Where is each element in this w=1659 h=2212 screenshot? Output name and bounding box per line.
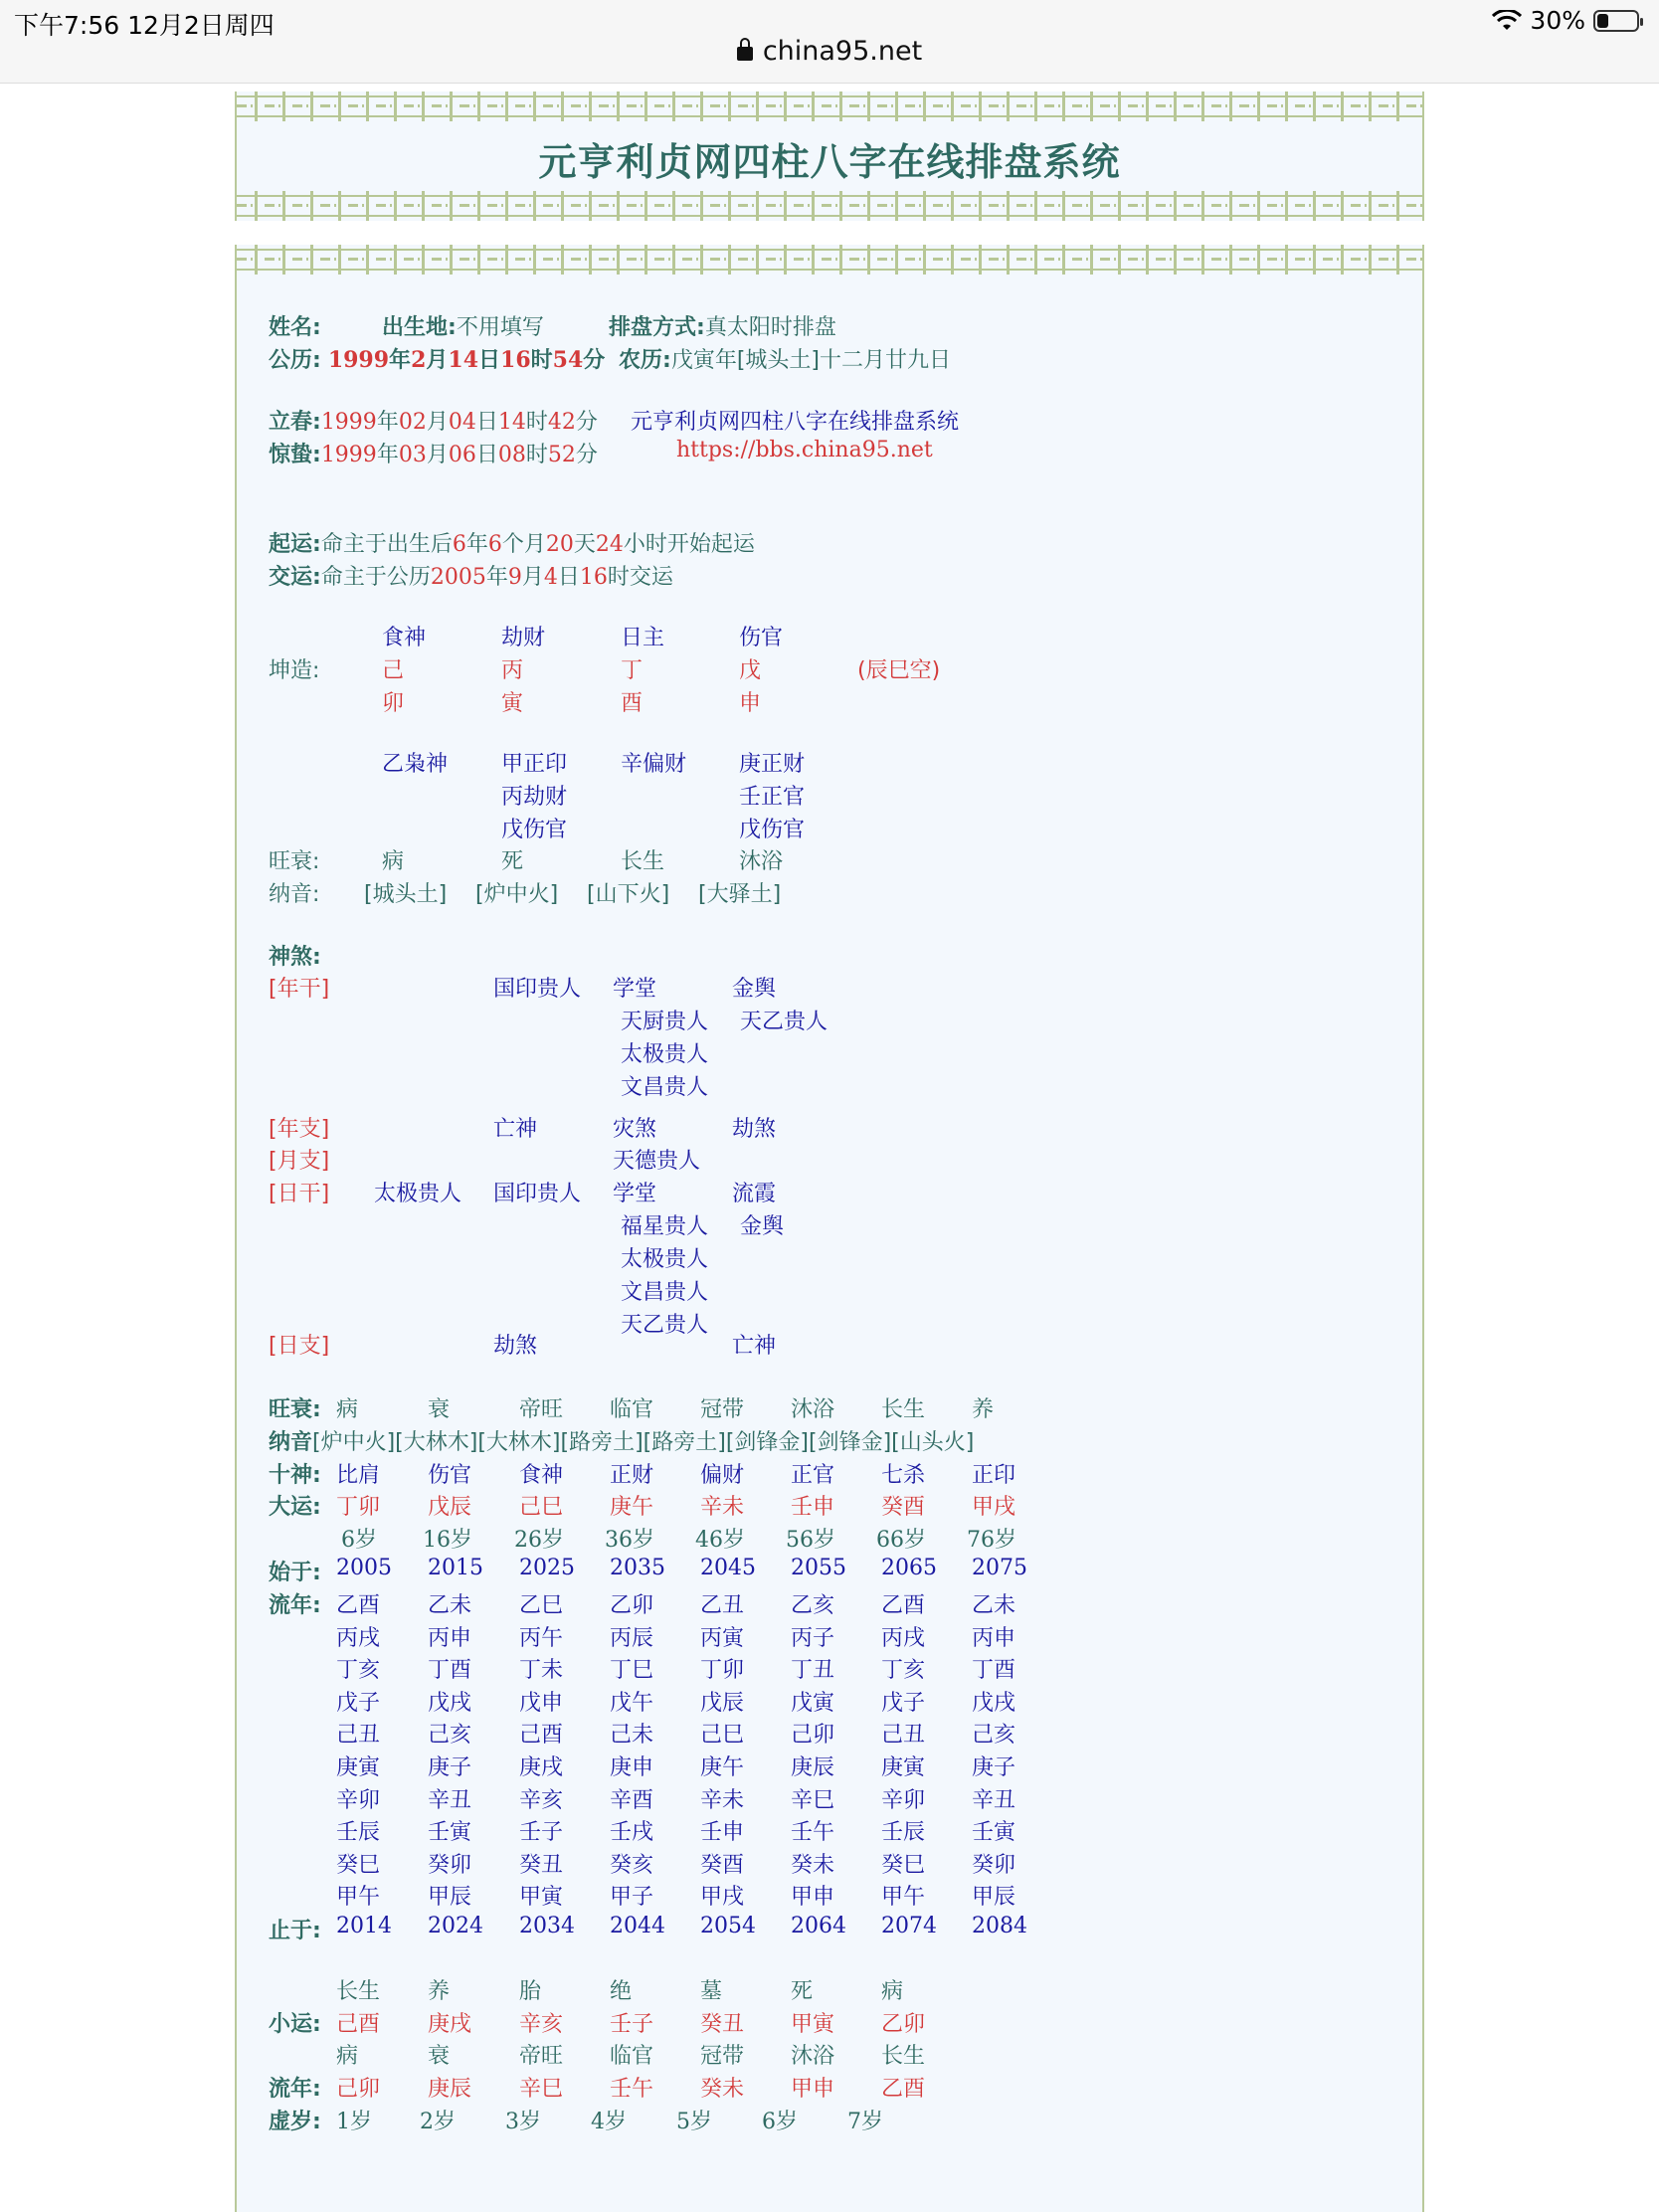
pillar-wangshuai: 长生	[621, 849, 665, 874]
liunian-pillar: 丁酉	[972, 1658, 1016, 1684]
dayun-start-year: 2055	[791, 1556, 846, 1580]
bazi-nayin-label: 纳音:	[269, 882, 320, 907]
xiaoyun-pillar: 癸丑	[700, 2012, 745, 2037]
liunian-pillar: 甲辰	[428, 1885, 472, 1911]
method-label: 排盘方式:	[609, 315, 705, 340]
pillar-stem: 丙	[501, 658, 524, 683]
dayun-pillar: 丁卯	[336, 1495, 381, 1520]
liunian-pillar: 乙丑	[700, 1593, 745, 1618]
dayun-shishen: 偏财	[700, 1463, 745, 1488]
xusui-age: 7岁	[847, 2110, 883, 2134]
solar-day: 14	[448, 347, 479, 373]
liunian-pillar: 戊戌	[972, 1690, 1016, 1716]
dayun-start-label: 始于:	[269, 1561, 321, 1585]
dayun-shishen: 正官	[791, 1463, 835, 1488]
xiaoyun-pillar: 庚戌	[428, 2012, 472, 2037]
birthplace-label: 出生地:	[382, 315, 457, 340]
pillar-god: 日主	[621, 626, 665, 650]
dayun-age: 6岁	[341, 1528, 377, 1553]
liunian-pillar: 壬戌	[610, 1820, 654, 1846]
dayun-start-year: 2005	[336, 1556, 392, 1580]
shensha-item: 亡神	[493, 1117, 538, 1142]
xiaoyun-wangshuai: 病	[881, 1979, 904, 2004]
dayun-pillar: 辛未	[700, 1495, 745, 1520]
liunian-pillar: 丁未	[519, 1658, 564, 1684]
liunian-pillar: 甲寅	[519, 1885, 564, 1911]
lunar-value: 戊寅年[城头土]十二月廿九日	[670, 348, 951, 373]
liunian-pillar: 庚申	[610, 1755, 654, 1780]
shensha-item: 劫煞	[493, 1334, 538, 1359]
pillar-god: 食神	[382, 626, 427, 650]
liunian-pillar: 丙戌	[881, 1625, 926, 1651]
dayun-end-year: 2054	[700, 1914, 756, 1938]
dayun-wangshuai: 病	[336, 1397, 359, 1422]
liunian-pillar: 己卯	[791, 1723, 835, 1749]
liunian-pillar: 庚戌	[519, 1755, 564, 1780]
xiaoyun-pillar: 甲寅	[791, 2012, 835, 2037]
xiaoyun-liunian-pillar: 壬午	[610, 2077, 654, 2102]
method-value: 真太阳时排盘	[704, 315, 836, 340]
qiyun-row: 起运:命主于出生后6年6个月20天24小时开始起运	[269, 532, 755, 557]
solar-minute: 54	[552, 347, 584, 373]
dayun-age: 76岁	[967, 1528, 1016, 1553]
dayun-start-year: 2065	[881, 1556, 937, 1580]
jingzhe-hour: 08	[497, 443, 526, 467]
qiyun-label: 起运:	[269, 532, 321, 557]
liunian-pillar: 壬寅	[428, 1820, 472, 1846]
pillar-hidden-stem: 辛偏财	[621, 752, 687, 777]
pillar-wangshuai: 沐浴	[739, 849, 784, 874]
liunian-pillar: 甲申	[791, 1885, 835, 1911]
liunian-pillar: 丁亥	[336, 1658, 381, 1684]
pillar-branch: 卯	[382, 691, 405, 716]
liunian-pillar: 癸酉	[700, 1852, 745, 1878]
dayun-end-year: 2044	[610, 1914, 665, 1938]
dayun-end-year: 2034	[519, 1914, 575, 1938]
dayun-shishen: 伤官	[428, 1463, 472, 1488]
dayun-age: 66岁	[876, 1528, 926, 1553]
dayun-pillar: 癸酉	[881, 1495, 926, 1520]
shensha-item: 福星贵人	[621, 1214, 709, 1239]
dayun-shishen: 正财	[610, 1463, 654, 1488]
jingzhe-row: 惊蛰:1999年03月06日08时52分	[269, 443, 598, 467]
dayun-shishen: 七杀	[881, 1463, 926, 1488]
liunian-pillar: 庚辰	[791, 1755, 835, 1780]
shensha-item: 国印贵人	[493, 1182, 582, 1206]
jingzhe-month: 03	[398, 443, 427, 467]
qiyun-months: 6	[487, 532, 502, 557]
solar-hour: 16	[500, 347, 531, 373]
xusui-label: 虚岁:	[269, 2110, 321, 2134]
dayun-shishen: 食神	[519, 1463, 564, 1488]
liunian-pillar: 己亥	[972, 1723, 1016, 1749]
shensha-item: 学堂	[613, 977, 657, 1002]
liunian-pillar: 乙未	[972, 1593, 1016, 1618]
site-url-link[interactable]: https://bbs.china95.net	[676, 438, 933, 462]
xiaoyun-label: 小运:	[269, 2012, 321, 2037]
liunian-pillar: 癸亥	[610, 1852, 654, 1878]
pillar-wangshuai: 病	[382, 849, 405, 874]
liunian-pillar: 乙酉	[881, 1593, 926, 1618]
name-label: 姓名:	[269, 315, 321, 340]
liunian-pillar: 辛丑	[428, 1787, 472, 1813]
shensha-pillar-tag: [年支]	[269, 1117, 330, 1142]
battery-percent: 30%	[1530, 6, 1585, 35]
liunian-pillar: 庚午	[700, 1755, 745, 1780]
liunian-pillar: 辛亥	[519, 1787, 564, 1813]
dayun-shishen: 比肩	[336, 1463, 381, 1488]
liunian-pillar: 丁酉	[428, 1658, 472, 1684]
shensha-item: 亡神	[732, 1334, 777, 1359]
dayun-age: 26岁	[514, 1528, 564, 1553]
dayun-shishen: 正印	[972, 1463, 1016, 1488]
shensha-item: 天德贵人	[613, 1149, 701, 1174]
xiaoyun-wangshuai: 胎	[519, 1979, 542, 2004]
liunian-pillar: 壬寅	[972, 1820, 1016, 1846]
pillar-nayin: [炉中火]	[475, 882, 559, 907]
liunian-pillar: 戊申	[519, 1690, 564, 1716]
liunian-pillar: 丁丑	[791, 1658, 835, 1684]
liunian-pillar: 乙卯	[610, 1593, 654, 1618]
liunian-pillar: 壬辰	[881, 1820, 926, 1846]
shensha-item: 金舆	[732, 977, 777, 1002]
liunian-pillar: 乙亥	[791, 1593, 835, 1618]
dayun-age: 56岁	[786, 1528, 835, 1553]
dayun-pillar: 甲戌	[972, 1495, 1016, 1520]
liunian-pillar: 癸巳	[881, 1852, 926, 1878]
lichun-day: 04	[448, 410, 476, 435]
shensha-item: 太极贵人	[621, 1247, 709, 1272]
dayun-wangshuai: 衰	[428, 1397, 451, 1422]
xiaoyun-liunian-pillar: 甲申	[791, 2077, 835, 2102]
dayun-wangshuai: 沐浴	[791, 1397, 835, 1422]
liunian-pillar: 庚寅	[881, 1755, 926, 1780]
liunian-pillar: 甲辰	[972, 1885, 1016, 1911]
method	[609, 310, 836, 341]
shensha-item: 太极贵人	[374, 1182, 462, 1206]
xiaoyun-liunian-pillar: 庚辰	[428, 2077, 472, 2102]
liunian-pillar: 戊子	[336, 1690, 381, 1716]
jingzhe-day: 06	[448, 443, 476, 467]
shensha-pillar-tag: [日支]	[269, 1334, 330, 1359]
lunar-date	[619, 343, 951, 374]
liunian-pillar: 癸卯	[428, 1852, 472, 1878]
xiaoyun-liunian-pillar: 己卯	[336, 2077, 381, 2102]
bazi-wangshuai-label: 旺衰:	[269, 849, 320, 874]
solar-month: 2	[411, 347, 427, 373]
liunian-pillar: 己巳	[700, 1723, 745, 1749]
liunian-pillar: 丙申	[428, 1625, 472, 1651]
shensha-pillar-tag: [年干]	[269, 977, 330, 1002]
liunian-pillar: 辛未	[700, 1787, 745, 1813]
dayun-age: 46岁	[695, 1528, 745, 1553]
dayun-end-year: 2014	[336, 1914, 392, 1938]
shensha-item: 流霞	[732, 1182, 777, 1206]
liunian-pillar: 甲戌	[700, 1885, 745, 1911]
dayun-nayin-value: [炉中火][大林木][大林木][路旁土][路旁土][剑锋金][剑锋金][山头火]	[312, 1430, 975, 1455]
qiyun-years: 6	[452, 532, 466, 557]
dayun-start-year: 2045	[700, 1556, 756, 1580]
dayun-wangshuai: 帝旺	[519, 1397, 564, 1422]
xiaoyun-pillar: 辛亥	[519, 2012, 564, 2037]
liunian-pillar: 己丑	[881, 1723, 926, 1749]
shensha-item: 金舆	[740, 1214, 785, 1239]
kong-value: (辰巳空)	[857, 658, 941, 683]
shensha-pillar-tag: [日干]	[269, 1182, 330, 1206]
liunian-pillar: 己丑	[336, 1723, 381, 1749]
liunian-pillar: 乙未	[428, 1593, 472, 1618]
birthplace	[382, 310, 544, 341]
lichun-minute: 42	[547, 410, 576, 435]
dayun-start-year: 2075	[972, 1556, 1027, 1580]
dayun-start-year: 2015	[428, 1556, 483, 1580]
jiaoyun-label: 交运:	[269, 565, 321, 590]
dayun-end-year: 2074	[881, 1914, 937, 1938]
pillar-nayin: [山下火]	[587, 882, 670, 907]
dayun-wangshuai: 养	[972, 1397, 995, 1422]
dayun-end-label: 止于:	[269, 1919, 321, 1943]
xiaoyun-pillar: 壬子	[610, 2012, 654, 2037]
liunian-pillar: 戊子	[881, 1690, 926, 1716]
pillar-stem: 戊	[739, 658, 762, 683]
liunian-pillar: 甲午	[881, 1885, 926, 1911]
liunian-pillar: 戊寅	[791, 1690, 835, 1716]
xiaoyun-wangshuai: 墓	[700, 1979, 723, 2004]
shensha-item: 灾煞	[613, 1117, 657, 1142]
dayun-shishen-label: 十神:	[269, 1463, 321, 1488]
liunian-pillar: 辛卯	[881, 1787, 926, 1813]
solar-date: 公历: 1999年2月14日16时54分	[269, 347, 606, 373]
pillar-hidden-stem: 甲正印	[501, 752, 568, 777]
xiaoyun-liunian-wangshuai: 帝旺	[519, 2044, 564, 2069]
liunian-pillar: 甲午	[336, 1885, 381, 1911]
jingzhe-minute: 52	[547, 443, 576, 467]
shensha-item: 文昌贵人	[621, 1075, 709, 1100]
liunian-pillar: 壬午	[791, 1820, 835, 1846]
lichun-year: 1999	[320, 410, 377, 435]
liunian-pillar: 辛巳	[791, 1787, 835, 1813]
pillar-hidden-stem: 戊伤官	[501, 818, 568, 842]
liunian-pillar: 壬辰	[336, 1820, 381, 1846]
liunian-pillar: 乙巳	[519, 1593, 564, 1618]
dayun-wangshuai: 冠带	[700, 1397, 745, 1422]
shensha-label: 神煞:	[269, 945, 321, 970]
xiaoyun-liunian-wangshuai: 沐浴	[791, 2044, 835, 2069]
pillar-hidden-stem: 乙枭神	[382, 752, 449, 777]
liunian-pillar: 己亥	[428, 1723, 472, 1749]
jiaoyun-month: 9	[507, 565, 522, 590]
xiaoyun-wangshuai: 绝	[610, 1979, 633, 2004]
dayun-pillar: 戊辰	[428, 1495, 472, 1520]
dayun-wangshuai-label: 旺衰:	[269, 1397, 321, 1422]
lichun-row: 立春:1999年02月04日14时42分	[269, 410, 598, 435]
xiaoyun-pillar: 乙卯	[881, 2012, 926, 2037]
dayun-pillar: 己巳	[519, 1495, 564, 1520]
dayun-nayin-row	[269, 1425, 974, 1456]
liunian-pillar: 壬子	[519, 1820, 564, 1846]
xiaoyun-liunian-pillar: 乙酉	[881, 2077, 926, 2102]
liunian-pillar: 癸巳	[336, 1852, 381, 1878]
pillar-branch: 酉	[621, 691, 644, 716]
xiaoyun-liunian-wangshuai: 长生	[881, 2044, 926, 2069]
pillar-branch: 申	[739, 691, 762, 716]
pillar-stem: 丁	[621, 658, 644, 683]
jiaoyun-row: 交运:命主于公历2005年9月4日16时交运	[269, 565, 673, 590]
pillar-nayin: [大驿土]	[698, 882, 782, 907]
pillar-stem: 己	[382, 658, 405, 683]
shensha-item: 文昌贵人	[621, 1280, 709, 1305]
liunian-pillar: 辛酉	[610, 1787, 654, 1813]
liunian-pillar: 戊辰	[700, 1690, 745, 1716]
xiaoyun-liunian-pillar: 癸未	[700, 2077, 745, 2102]
liunian-pillar: 丙午	[519, 1625, 564, 1651]
dayun-start-year: 2035	[610, 1556, 665, 1580]
liunian-pillar: 丙寅	[700, 1625, 745, 1651]
liunian-pillar: 乙酉	[336, 1593, 381, 1618]
xiaoyun-wangshuai: 长生	[336, 1979, 381, 2004]
dayun-liunian-label: 流年:	[269, 1593, 321, 1618]
liunian-pillar: 戊戌	[428, 1690, 472, 1716]
liunian-pillar: 己未	[610, 1723, 654, 1749]
birthplace-value: 不用填写	[456, 315, 544, 340]
jingzhe-year: 1999	[320, 443, 377, 467]
xusui-age: 2岁	[420, 2110, 456, 2134]
liunian-pillar: 庚子	[972, 1755, 1016, 1780]
liunian-pillar: 丙辰	[610, 1625, 654, 1651]
shensha-item: 太极贵人	[621, 1042, 709, 1067]
dayun-end-year: 2064	[791, 1914, 846, 1938]
jiaoyun-day: 4	[543, 565, 558, 590]
xiaoyun-wangshuai: 养	[428, 1979, 451, 2004]
liunian-pillar: 癸丑	[519, 1852, 564, 1878]
xusui-age: 4岁	[591, 2110, 627, 2134]
pillar-god: 伤官	[739, 626, 784, 650]
xiaoyun-liunian-wangshuai: 冠带	[700, 2044, 745, 2069]
pillar-wangshuai: 死	[501, 849, 524, 874]
liunian-pillar: 丁卯	[700, 1658, 745, 1684]
liunian-pillar: 癸未	[791, 1852, 835, 1878]
pillar-hidden-stem: 壬正官	[739, 785, 806, 810]
xiaoyun-wangshuai: 死	[791, 1979, 814, 2004]
pillar-hidden-stem: 庚正财	[739, 752, 806, 777]
dayun-age: 16岁	[423, 1528, 472, 1553]
liunian-pillar: 丙子	[791, 1625, 835, 1651]
shensha-item: 天乙贵人	[621, 1313, 709, 1338]
xusui-age: 1岁	[336, 2110, 372, 2134]
liunian-pillar: 己酉	[519, 1723, 564, 1749]
jiaoyun-hour: 16	[579, 565, 608, 590]
liunian-pillar: 丁亥	[881, 1658, 926, 1684]
pillar-branch: 寅	[501, 691, 524, 716]
qiyun-days: 20	[545, 532, 574, 557]
xiaoyun-liunian-wangshuai: 病	[336, 2044, 359, 2069]
liunian-pillar: 庚子	[428, 1755, 472, 1780]
jingzhe-label: 惊蛰:	[269, 443, 321, 467]
dayun-end-year: 2024	[428, 1914, 483, 1938]
liunian-pillar: 丙申	[972, 1625, 1016, 1651]
xiaoyun-liunian-wangshuai: 衰	[428, 2044, 451, 2069]
liunian-pillar: 壬申	[700, 1820, 745, 1846]
dayun-pillar: 壬申	[791, 1495, 835, 1520]
liunian-pillar: 丙戌	[336, 1625, 381, 1651]
pillar-god: 劫财	[501, 626, 546, 650]
lichun-month: 02	[398, 410, 427, 435]
liunian-pillar: 戊午	[610, 1690, 654, 1716]
xusui-age: 5岁	[676, 2110, 712, 2134]
shensha-pillar-tag: [月支]	[269, 1149, 330, 1174]
kunzao-label: 坤造:	[269, 658, 320, 683]
xiaoyun-liunian-pillar: 辛巳	[519, 2077, 564, 2102]
pillar-hidden-stem: 戊伤官	[739, 818, 806, 842]
xusui-age: 3岁	[505, 2110, 541, 2134]
qiyun-hours: 24	[595, 532, 624, 557]
dayun-start-year: 2025	[519, 1556, 575, 1580]
xiaoyun-liunian-label: 流年:	[269, 2077, 321, 2102]
liunian-pillar: 辛丑	[972, 1787, 1016, 1813]
lunar-label: 农历:	[619, 348, 671, 373]
xusui-age: 6岁	[762, 2110, 798, 2134]
shensha-item: 劫煞	[732, 1117, 777, 1142]
shensha-item: 天乙贵人	[740, 1010, 829, 1034]
lichun-hour: 14	[497, 410, 526, 435]
dayun-pillar: 庚午	[610, 1495, 654, 1520]
liunian-pillar: 庚寅	[336, 1755, 381, 1780]
pillar-nayin: [城头土]	[364, 882, 448, 907]
liunian-pillar: 丁巳	[610, 1658, 654, 1684]
status-time: 下午7:56 12月2日周四	[14, 11, 275, 40]
liunian-pillar: 辛卯	[336, 1787, 381, 1813]
liunian-pillar: 甲子	[610, 1885, 654, 1911]
solar-year: 1999	[327, 347, 390, 373]
url-domain: china95.net	[762, 36, 923, 67]
dayun-end-year: 2084	[972, 1914, 1027, 1938]
pillar-hidden-stem: 丙劫财	[501, 785, 568, 810]
xiaoyun-pillar: 己酉	[336, 2012, 381, 2037]
dayun-wangshuai: 临官	[610, 1397, 654, 1422]
shensha-item: 天厨贵人	[621, 1010, 709, 1034]
page-title: 元亨利贞网四柱八字在线排盘系统	[538, 140, 1121, 184]
dayun-age: 36岁	[605, 1528, 654, 1553]
shensha-item: 国印贵人	[493, 977, 582, 1002]
solar-label: 公历:	[269, 348, 321, 373]
site-name: 元亨利贞网四柱八字在线排盘系统	[631, 410, 960, 435]
dayun-wangshuai: 长生	[881, 1397, 926, 1422]
liunian-pillar: 癸卯	[972, 1852, 1016, 1878]
xiaoyun-liunian-wangshuai: 临官	[610, 2044, 654, 2069]
shensha-item: 学堂	[613, 1182, 657, 1206]
dayun-label: 大运:	[269, 1495, 321, 1520]
info-row-1	[269, 310, 321, 341]
lichun-label: 立春:	[269, 410, 321, 435]
jiaoyun-year: 2005	[430, 565, 486, 590]
dayun-nayin-label: 纳音	[269, 1430, 313, 1455]
